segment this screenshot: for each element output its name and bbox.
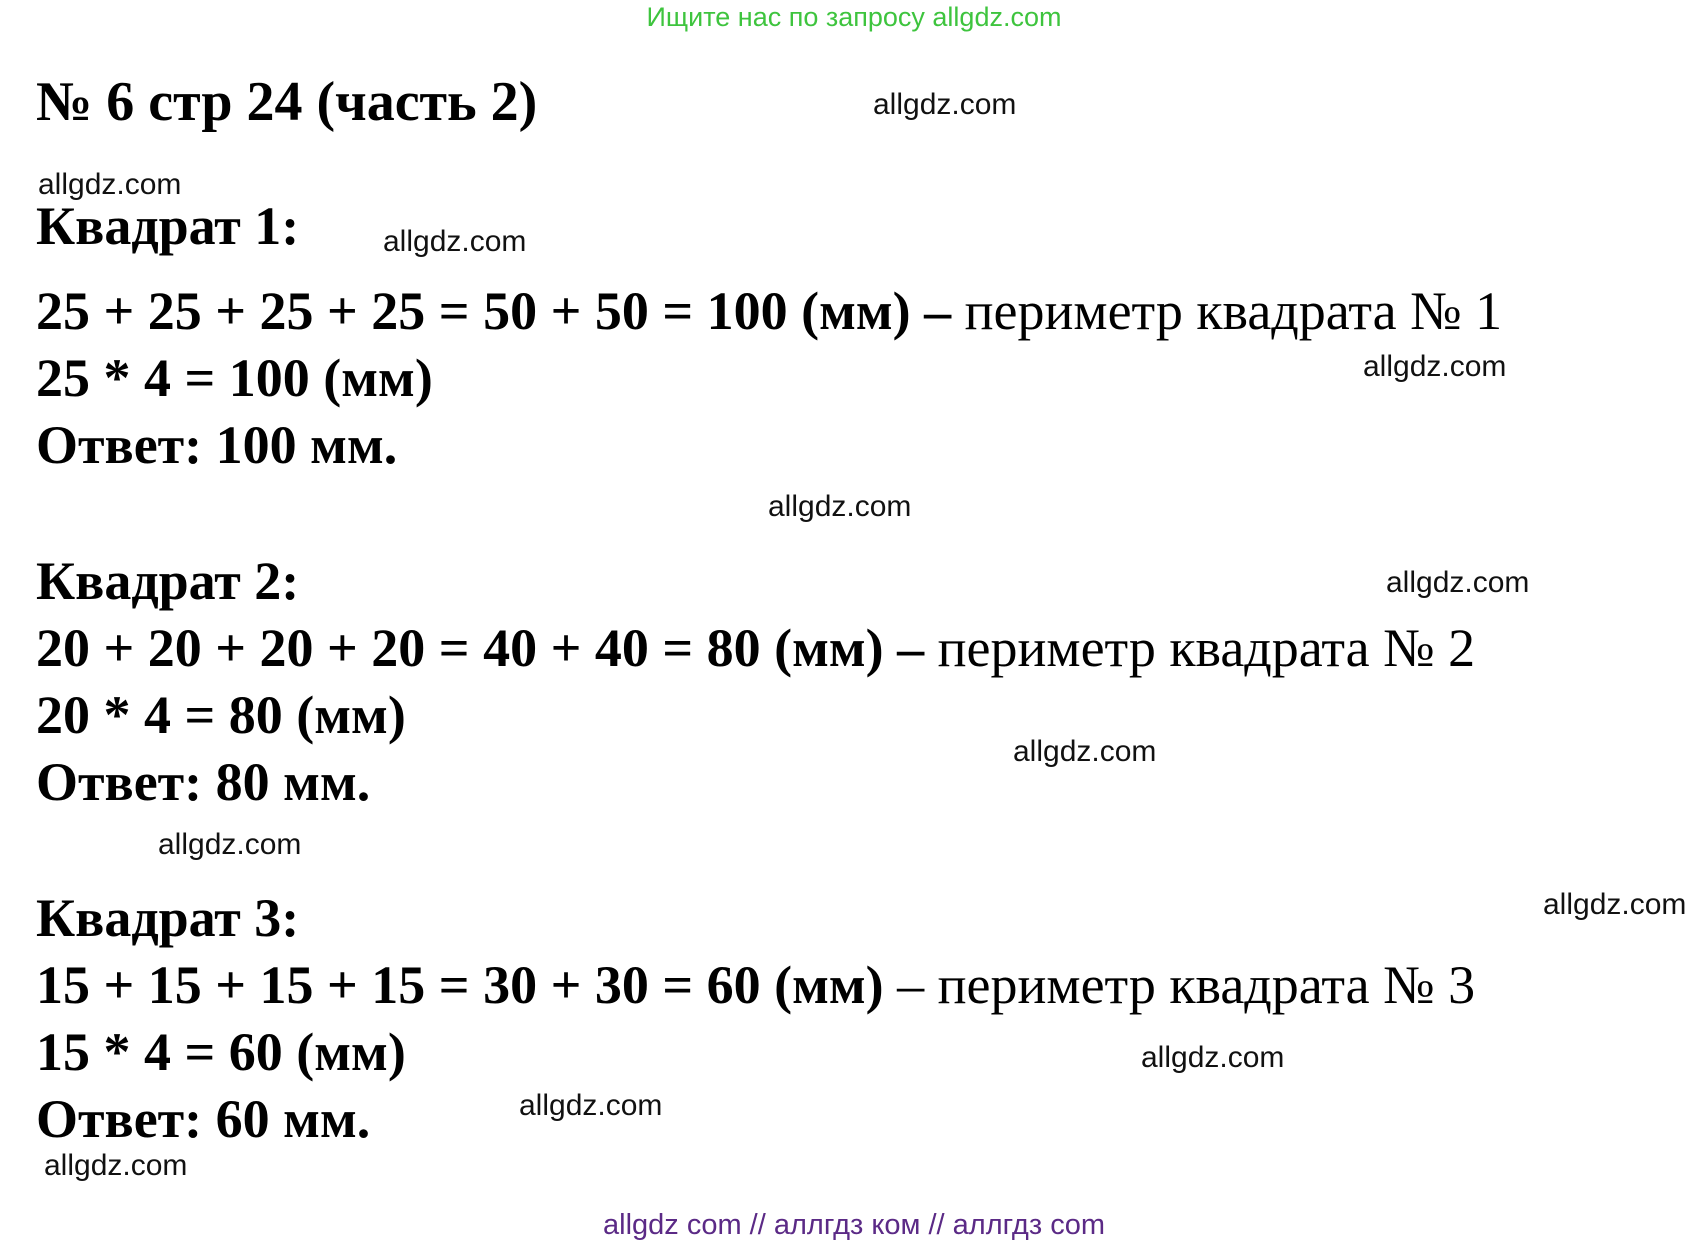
watermark-text: allgdz.com: [158, 828, 302, 861]
square-2-sum-equation: 20 + 20 + 20 + 20 = 40 + 40 = 80 (мм) –: [36, 618, 925, 678]
square-1-sum-equation: 25 + 25 + 25 + 25 = 50 + 50 = 100 (мм) –: [36, 281, 952, 341]
watermark-text: allgdz.com: [1013, 735, 1157, 768]
square-1-product: 25 * 4 = 100 (мм): [36, 348, 433, 408]
watermark-text: allgdz.com: [1141, 1041, 1285, 1074]
square-1-sum: [36, 280, 1502, 342]
square-3-sum-equation: 15 + 15 + 15 + 15 = 30 + 30 = 60 (мм): [36, 955, 884, 1015]
square-2-product: 20 * 4 = 80 (мм): [36, 685, 406, 745]
watermark-text: allgdz.com: [383, 225, 527, 258]
square-2-sum: [36, 617, 1475, 679]
square-2-heading: Квадрат 2:: [36, 551, 300, 611]
watermark-text: allgdz.com: [38, 168, 182, 201]
watermark-text: allgdz.com: [873, 88, 1017, 121]
watermark-text: allgdz.com: [1543, 888, 1687, 921]
square-3-answer: Ответ: 60 мм.: [36, 1089, 371, 1149]
square-3-sum: [36, 954, 1475, 1016]
square-1-answer: Ответ: 100 мм.: [36, 415, 398, 475]
square-3-heading: Квадрат 3:: [36, 888, 300, 948]
watermark-text: allgdz.com: [44, 1149, 188, 1182]
footer-links: allgdz com // аллгдз ком // аллгдз com: [603, 1209, 1105, 1241]
square-3-product: 15 * 4 = 60 (мм): [36, 1022, 406, 1082]
square-1-sum-caption: периметр квадрата № 1: [951, 281, 1503, 341]
square-1-heading: Квадрат 1:: [36, 196, 300, 256]
watermark-text: allgdz.com: [1386, 566, 1530, 599]
square-3-sum-caption: – периметр квадрата № 3: [883, 955, 1476, 1015]
top-banner: Ищите нас по запросу allgdz.com: [646, 2, 1062, 32]
watermark-text: allgdz.com: [519, 1089, 663, 1122]
watermark-text: allgdz.com: [1363, 350, 1507, 383]
square-2-answer: Ответ: 80 мм.: [36, 752, 371, 812]
page-title: № 6 стр 24 (часть 2): [36, 71, 538, 133]
square-2-sum-caption: периметр квадрата № 2: [924, 618, 1476, 678]
watermark-text: allgdz.com: [768, 490, 912, 523]
